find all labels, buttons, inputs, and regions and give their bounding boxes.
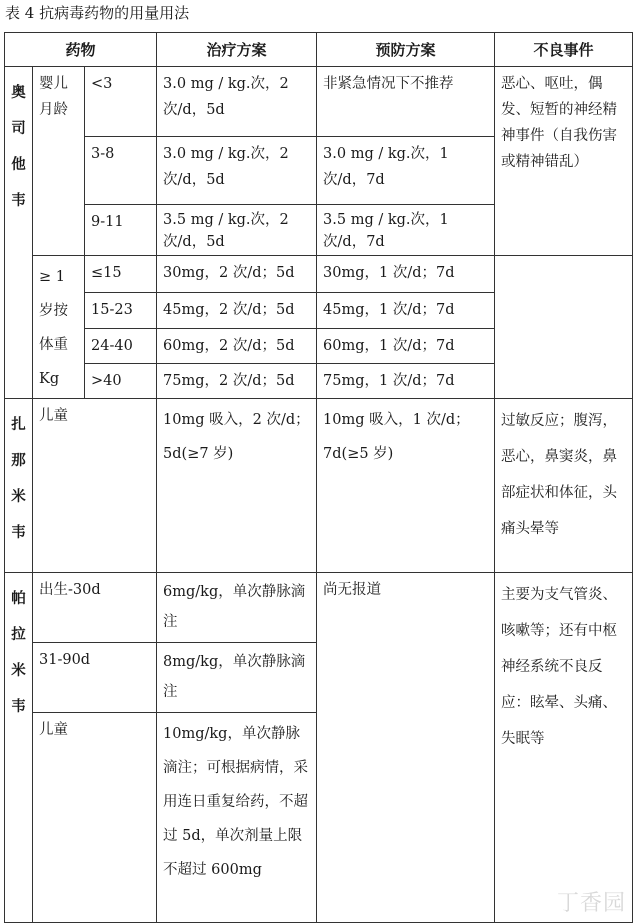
prevention-cell: 3.5 mg / kg.次，1次/d，7d [317, 205, 495, 256]
dosage-table [4, 32, 633, 923]
weight-range: >40 [85, 364, 157, 399]
infant-age-group: 婴儿月龄 [33, 67, 85, 256]
treatment-cell: 30mg，2 次/d；5d [157, 256, 317, 293]
watermark-logo [557, 886, 626, 917]
treatment-cell: 3.0 mg / kg.次，2次/d，5d [157, 137, 317, 205]
prevention-cell: 30mg，1 次/d；7d [317, 256, 495, 293]
table-row [5, 573, 633, 643]
table-row [5, 67, 633, 137]
header-adverse: 不良事件 [495, 33, 633, 67]
age-range: 3-8 [85, 137, 157, 205]
zanamivir-group: 儿童 [33, 399, 157, 573]
adverse-oseltamivir: 恶心、呕吐，偶发、短暂的神经精神事件（自我伤害或精神错乱） [495, 67, 633, 256]
table-caption: 表 4 抗病毒药物的用量用法 [5, 4, 190, 22]
header-row [5, 33, 633, 67]
watermark-text: 丁香园 [556, 891, 626, 916]
treatment-cell: 60mg，2 次/d；5d [157, 328, 317, 364]
drug-name-oseltamivir: 奥 司 他 韦 [5, 67, 33, 399]
age-range: <3 [85, 67, 157, 137]
peramivir-group: 儿童 [33, 713, 157, 923]
weight-group: ≥ 1岁按体重Kg [33, 256, 85, 399]
weight-range: ≤15 [85, 256, 157, 293]
drug-name-zanamivir: 扎 那 米 韦 [5, 399, 33, 573]
prevention-peramivir: 尚无报道 [317, 573, 495, 923]
treatment-cell: 3.0 mg / kg.次，2次/d，5d [157, 67, 317, 137]
weight-range: 24-40 [85, 328, 157, 364]
treatment-cell: 75mg，2 次/d；5d [157, 364, 317, 399]
header-drug: 药物 [5, 33, 157, 67]
peramivir-group: 出生-30d [33, 573, 157, 643]
treatment-cell: 6mg/kg，单次静脉滴注 [157, 573, 317, 643]
treatment-cell: 3.5 mg / kg.次，2次/d，5d [157, 205, 317, 256]
prevention-cell: 60mg，1 次/d；7d [317, 328, 495, 364]
prevention-cell: 3.0 mg / kg.次，1次/d，7d [317, 137, 495, 205]
peramivir-group: 31-90d [33, 643, 157, 713]
age-range: 9-11 [85, 205, 157, 256]
header-prevention: 预防方案 [317, 33, 495, 67]
treatment-cell: 45mg，2 次/d；5d [157, 292, 317, 328]
prevention-cell: 45mg，1 次/d；7d [317, 292, 495, 328]
prevention-cell: 10mg 吸入，1 次/d；7d(≥5 岁) [317, 399, 495, 573]
prevention-cell: 非紧急情况下不推荐 [317, 67, 495, 137]
adverse-peramivir: 主要为支气管炎、咳嗽等；还有中枢神经系统不良反应：眩晕、头痛、失眠等 [495, 573, 633, 923]
adverse-zanamivir: 过敏反应；腹泻，恶心，鼻窦炎，鼻部症状和体征，头痛头晕等 [495, 399, 633, 573]
treatment-cell: 10mg 吸入，2 次/d；5d(≥7 岁) [157, 399, 317, 573]
table-row [5, 256, 633, 293]
treatment-cell: 10mg/kg，单次静脉滴注；可根据病情，采用连日重复给药，不超过 5d，单次剂量上限不超过 600mg [157, 713, 317, 923]
header-treatment: 治疗方案 [157, 33, 317, 67]
weight-range: 15-23 [85, 292, 157, 328]
prevention-cell: 75mg，1 次/d；7d [317, 364, 495, 399]
treatment-cell: 8mg/kg，单次静脉滴注 [157, 643, 317, 713]
adverse-empty [495, 256, 633, 399]
drug-name-peramivir: 帕 拉 米 韦 [5, 573, 33, 923]
table-row [5, 399, 633, 573]
